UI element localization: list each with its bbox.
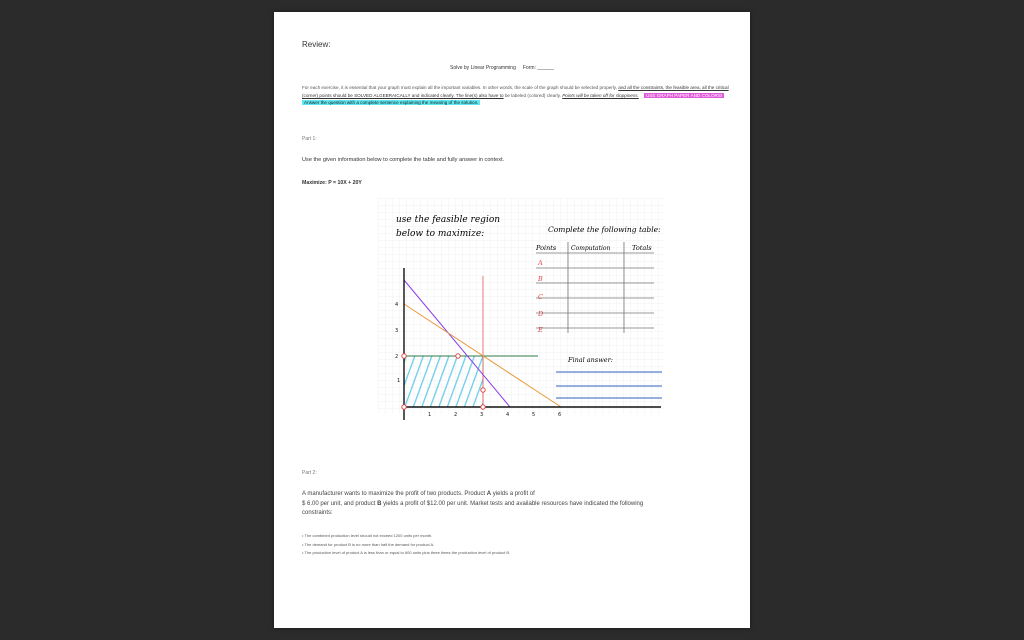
- note-line2: below to maximize:: [396, 229, 485, 239]
- constraint-item: • The demand for product B is no more than half the demand for product A.: [302, 541, 435, 547]
- instructions-paragraph: [302, 84, 732, 107]
- y-tick-3: 3: [395, 328, 399, 334]
- y-tick-1: 1: [397, 378, 401, 384]
- part2-line2-b: yields a profit of $12.00 per unit. Market tests and available resources have indicated the following: [383, 500, 644, 507]
- constraint-item: • The combined production level should not exceed 1200 units per month.: [302, 533, 433, 538]
- x-tick-5: 5: [532, 412, 536, 418]
- feasible-region: [404, 356, 483, 407]
- x-tick-6: 6: [558, 412, 562, 418]
- product-a: A: [486, 491, 492, 497]
- subtitle-text: Solve by Linear Programming: [450, 65, 516, 71]
- part2-line3: constraints:: [302, 510, 333, 516]
- part2-label: Part 2:: [302, 470, 317, 476]
- col-points: Points: [536, 244, 557, 252]
- part2-line1-mid: yields a profit of: [492, 491, 535, 497]
- part1-instruction: Use the given information below to complete the table and fully answer in context.: [302, 157, 505, 163]
- document-page: [274, 12, 750, 628]
- x-tick-4: 4: [506, 412, 510, 418]
- penalty-text: Points will be taken off for sloppiness.: [562, 92, 639, 98]
- part2-line2-a: $ 6.00 per unit, and product: [302, 500, 376, 507]
- note-line1: use the feasible region: [396, 215, 501, 225]
- objective-function: Maximize: P = 10X + 20Y: [302, 180, 362, 186]
- y-tick-4: 4: [395, 302, 399, 308]
- part2-problem: [302, 490, 732, 519]
- constraint-item: • The production level of product A is less than or equal to 600 units plus three times the production level of product B.: [302, 550, 511, 555]
- highlight-answer-question: Answer the question with a complete sentence explaining the meaning of the solution.: [304, 100, 479, 106]
- x-tick-3: 3: [480, 412, 484, 418]
- x-tick-2: 2: [454, 412, 458, 418]
- instructions-line2: and all the constraints, the feasible area, all the critical (corner) points should be SOLVED ALGEBRAICALLY and indicated clearly. The line(s) also have to: [302, 85, 729, 98]
- constraint-list: [302, 532, 722, 558]
- part1-label: Part 1:: [302, 136, 317, 142]
- point-label-b: B: [538, 275, 543, 283]
- point-label-d: D: [538, 310, 544, 318]
- subtitle: [450, 65, 554, 71]
- point-label-c: C: [538, 293, 543, 301]
- corner-point: [402, 354, 406, 358]
- point-label-a: A: [538, 259, 543, 267]
- worksheet-figure: [378, 198, 664, 418]
- highlight-graph-paper: USE GRAPH PAPER AND COLORS!: [645, 92, 723, 98]
- x-tick-1: 1: [428, 412, 432, 418]
- instructions-line1: For each exercise, it is essential that your graph must explain all the important variables. In other words, the scale of the graph should be selected properly,: [302, 85, 618, 90]
- corner-point: [481, 405, 485, 409]
- part2-line1-prefix: A manufacturer wants to maximize the profit of two products. Product: [302, 491, 486, 497]
- corner-point: [481, 388, 485, 392]
- instructions-line3: be labeled (colored) clearly.: [504, 92, 561, 98]
- form-label: Form: ______: [522, 65, 554, 71]
- point-label-e: E: [538, 326, 543, 334]
- corner-point: [456, 354, 460, 358]
- review-title: Review:: [302, 40, 331, 49]
- corner-point: [402, 405, 406, 409]
- col-totals: Totals: [632, 244, 652, 252]
- final-answer-label: Final answer:: [568, 356, 613, 364]
- col-computation: Computation: [571, 245, 611, 252]
- product-b: B: [377, 500, 382, 507]
- table-title: Complete the following table:: [548, 225, 661, 234]
- y-tick-2: 2: [395, 354, 399, 360]
